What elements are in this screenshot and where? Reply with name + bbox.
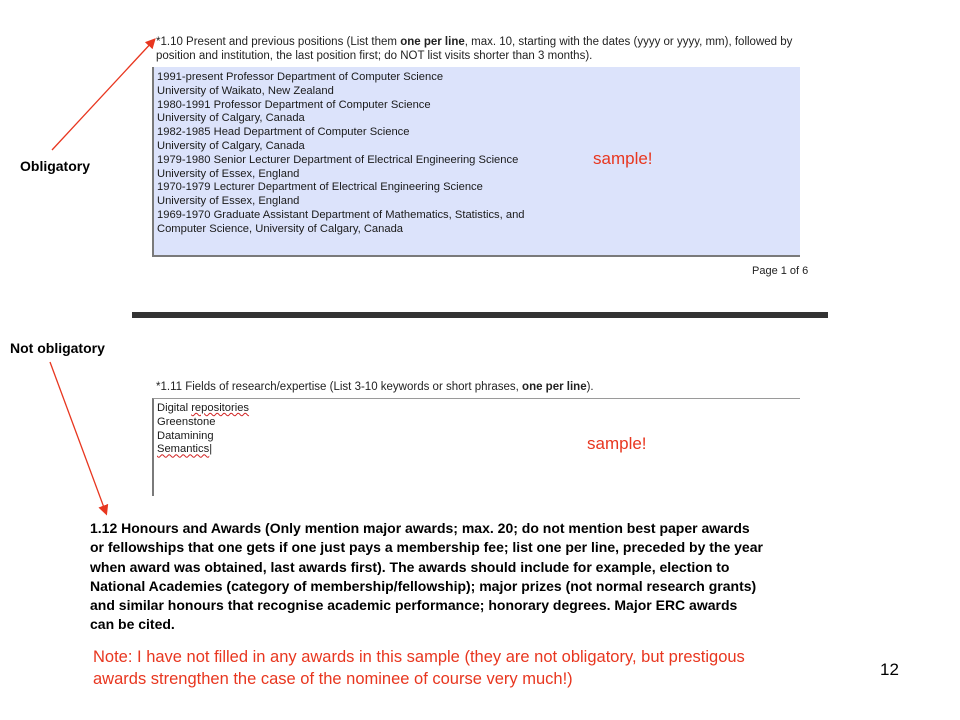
position-line: 1980-1991 Professor Department of Computer Science	[157, 98, 431, 111]
position-line: University of Essex, England	[157, 195, 300, 208]
position-line: University of Calgary, Canada	[157, 112, 305, 125]
honours-line: and similar honours that recognise academic performance; honorary degrees. Major ERC awards	[90, 597, 738, 614]
position-line: University of Calgary, Canada	[157, 139, 305, 152]
honours-line: when award was obtained, last awards first). The awards should include for example, election to	[90, 558, 730, 575]
not-obligatory-arrow	[50, 362, 106, 513]
keyword-line: Greenstone	[157, 415, 216, 428]
not-obligatory-label: Not obligatory	[10, 340, 105, 356]
keyword-line: Datamining	[157, 429, 214, 442]
page-number: Page 1 of 6	[752, 265, 809, 277]
sample-label-2: sample!	[587, 434, 647, 453]
honours-description	[90, 519, 880, 635]
positions-textarea[interactable]	[152, 67, 800, 257]
position-line: 1982-1985 Head Department of Computer Science	[157, 126, 410, 139]
obligatory-label: Obligatory	[20, 158, 91, 174]
honours-line: can be cited.	[90, 616, 175, 633]
research-textarea[interactable]	[152, 398, 800, 496]
research-field-heading: *1.11 Fields of research/expertise (List 3-10 keywords or short phrases, one per line).	[156, 381, 594, 393]
position-line: University of Waikato, New Zealand	[157, 84, 334, 97]
honours-line: 1.12 Honours and Awards (Only mention major awards; max. 20; do not mention best paper awards	[90, 520, 750, 536]
position-line: 1991-present Professor Department of Computer Science	[157, 71, 444, 83]
note-text: Note: I have not filled in any awards in this sample (they are not obligatory, but prestigous awards strengthen the case of the nominee of course very much!)	[93, 648, 745, 688]
position-line: University of Essex, England	[157, 167, 300, 180]
keyword-line: Semantics|	[157, 443, 213, 456]
honours-line: National Academies (category of membership/fellowship); major prizes (not normal research grants)	[90, 577, 757, 594]
page-divider	[132, 312, 828, 318]
position-line: 1970-1979 Lecturer Department of Electrical Engineering Science	[157, 181, 483, 194]
position-line: Computer Science, University of Calgary, Canada	[157, 222, 404, 235]
positions-field-heading: *1.10 Present and previous positions (List them one per line, max. 10, starting with the dates (yyyy or yyyy, mm), followed by position and institution, the last position first; do NOT list visits shorter than 3 months).	[156, 36, 793, 62]
position-line: 1979-1980 Senior Lecturer Department of Electrical Engineering Science	[157, 153, 519, 166]
obligatory-arrow	[52, 40, 154, 150]
honours-line: or fellowships that one gets if one just pays a membership fee; list one per line, preceded by the year	[90, 539, 763, 556]
slide-number: 12	[880, 660, 899, 679]
position-line: 1969-1970 Graduate Assistant Department of Mathematics, Statistics, and	[157, 208, 525, 221]
sample-label-1: sample!	[593, 149, 653, 168]
keyword-line: Digital repositories	[157, 402, 250, 414]
keyword-lines	[154, 399, 800, 457]
positions-lines	[154, 67, 800, 237]
